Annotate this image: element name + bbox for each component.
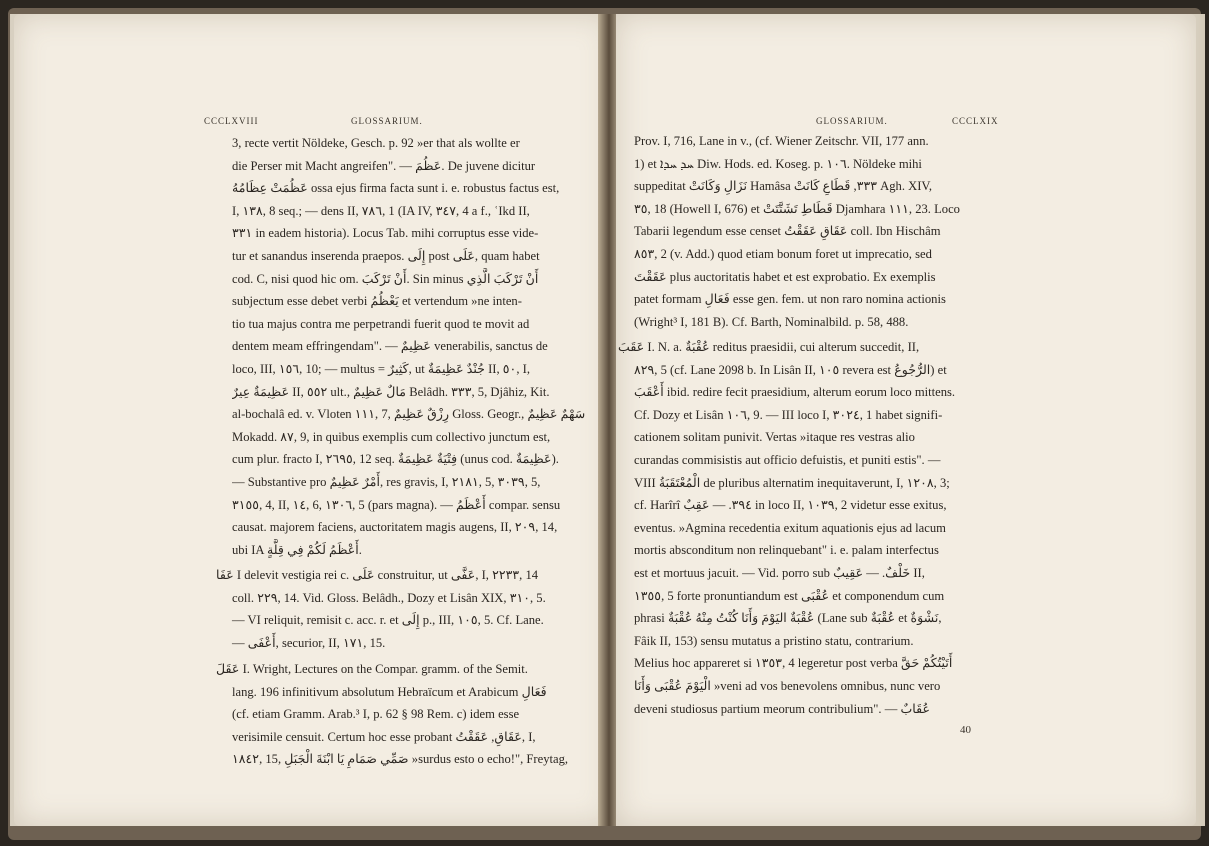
text-line: deveni studiosus partium meorum contribulium". — عُقَابٌ [634,701,931,716]
text-line: عَقَلَ I. Wright, Lectures on the Compar. gramm. of the Semit. [216,662,528,676]
right-running-head: GLOSSARIUM. [816,116,888,126]
text-line: الْيَوْمَ عُقْبَى وَأَنَا »veni ad vos benevolens omnibus, nunc vero [634,678,941,693]
text-line: suppeditat نَزَالِ وَكَانَتْ Hamâsa ٣٣٣, قَطَاعِ كَانَتْ Agh. XIV, [634,179,933,194]
text-line: cf. Harîrî ٣٩٤. — عَقِبٌ in loco II, ١٠٣٩, 2 videtur esse exitus, [634,498,947,513]
text-line: lang. 196 infinitivum absolutum Hebraïcum et Arabicum فَعَالِ [232,684,547,699]
left-text-block-3 [216,658,592,771]
text-line: coll. ٢٢٩, 14. Vid. Gloss. Belâdh., Dozy et Lisân XIX, ٣١٠, 5. [232,590,546,605]
text-line: (cf. etiam Gramm. Arab.³ I, p. 62 § 98 Rem. c) idem esse [232,707,520,722]
right-text-block-2 [618,336,1006,720]
text-line: Mokadd. ٨٧, 9, in quibus exemplis cum collectivo junctum est, [232,429,551,444]
text-line: ٣٥, 18 (Howell I, 676) et قَطَاطِ تَشَتَّتَتْ Djamhara ١١١, 23. Loco [634,201,960,216]
text-line: ٨٢٩, 5 (cf. Lane 2098 b. In Lisân II, ١٠٥ revera est الرُّجُوعُ) et [634,362,947,377]
text-line: est et mortuus jacuit. — Vid. porro sub خَلْفٌ. — عَقِيبٌ II, [634,565,925,580]
text-line: VIII الْمُعْتَقَبَةُ de pluribus alternatim inequitaverunt, I, ١٢٠٨, 3; [634,475,950,490]
text-line: عَقَقْتَ plus auctoritatis habet et est exprobatio. Ex exemplis [634,269,936,284]
right-page-number: CCCLXIX [952,116,999,126]
text-line: 3, recte vertit Nöldeke, Gesch. p. 92 »er that als wollte er [232,136,520,150]
text-line: patet formam فَعَالِ esse gen. fem. ut non raro nomina actionis [634,292,946,307]
text-line: ٨٥٣, 2 (v. Add.) quod etiam bonum foret ut imprecatio, sed [634,246,932,261]
text-line: curandas commisistis aut officio defuistis, et puniti estis". — [634,452,941,467]
text-line: عَظِيمَةٌ عِيرٌ II, ٥٥٢ ult., مَالٌ عَظِيمٌ Belâdh. ٣٣٣, 5, Djâhiz, Kit. [232,384,550,399]
text-line: die Perser mit Macht angreifen". — عَظُمَ. De juvene dicitur [232,158,536,173]
left-text-block-2 [216,564,592,654]
text-line: cod. C, nisi quod hic om. أَنْ تَرْكَبَ. Sin minus أَنْ تَرْكَبَ الَّذِي [232,271,539,286]
text-line: 1) et ܚܕ ܚܕܐ Diw. Hods. ed. Koseg. p. ١٠٦. Nöldeke mihi [634,156,922,171]
text-line: phrasi عُقْبَةٌ اليَوْمَ وَأَنَا كُنْتُ مِنْهُ عُقْبَةٌ (Lane sub عُقْبَةٌ et نَشْوَةٌ, [634,611,942,626]
text-line: loco, III, ١٥٦, 10; — multus = كَثِيرٌ, ut جُنْدٌ عَظِيمَةٌ II, ٥٠, I, [232,361,530,376]
right-text-block-1 [634,130,1006,333]
text-line: — VI reliquit, remisit c. acc. r. et إِلَى p., III, ١٠٥, 5. Cf. Lane. [232,613,544,628]
text-line: Cf. Dozy et Lisân ١٠٦, 9. — III loco I, ٣٠٢٤, 1 habet signifi- [634,407,943,422]
text-line: subjectum esse debet verbi يَعْظُمُ et vertendum »ne inten- [232,294,522,309]
text-line: عَفَا I delevit vestigia rei c. عَلَى construitur, ut عَفَّى, I, ٢٢٣٣, 14 [216,568,539,582]
left-page [14,14,612,826]
text-line: mortis absconditum non relinquebant" i. e. palam interfectus [634,543,939,558]
text-line: — Substantive pro أَمْرٌ عَظِيمٌ, res gravis, I, ٢١٨١, 5, ٣٠٣٩, 5, [232,474,541,489]
text-line: eventus. »Agmina recedentia exitum aquationis ejus ad lacum [634,520,946,535]
text-line: أَعْقَبَ ibid. redire fecit praesidium, alterum eorum loco mittens. [634,385,956,400]
text-line: verisimile censuit. Certum hoc esse probant عَقَاقِ, عَقَقْتُ, I, [232,729,536,744]
left-running-head: GLOSSARIUM. [351,116,423,126]
text-line: tur et sanandus inserenda praepos. إِلَى post عَلَى, quam habet [232,248,540,263]
left-text-block-1 [232,132,592,561]
text-line: dentem meam effringendam". — عَظِيمٌ venerabilis, sanctus de [232,339,548,354]
text-line: Fâik II, 153) sensu mutatus a pristino statu, contrarium. [634,633,914,648]
signature-mark: 40 [960,724,971,736]
text-line: cum plur. fracto I, ٢٦٩٥, 12 seq. فِتْيَةٌ عَظِيمَةٌ (unus cod. عَظِيمَةٌ). [232,452,559,467]
text-line: ٣١٥٥, 4, II, ١٤, 6, ١٣٠٦, 5 (pars magna). — أَعْظَمُ compar. sensu [232,497,561,512]
right-page [616,14,1196,826]
text-line: Melius hoc appareret si ١٣٥٣, 4 legeretur post verba أَتَيْتُكُمْ حَقَّ [634,656,953,671]
text-line: عَظُمَتْ عِظَامُهُ ossa ejus firma facta sunt i. e. robustus factus est, [232,181,560,196]
text-line: al-bochalâ ed. v. Vloten ١١١, 7, رِزْقٌ عَظِيمٌ Gloss. Geogr., سَهْمٌ عَظِيمٌ [232,407,586,422]
text-line: causat. majorem faciens, auctoritatem magis augens, II, ٢٠٩, 14, [232,520,558,535]
text-line: عَقَبَ I. N. a. عُقْبَةٌ reditus praesidii, cui alterum succedit, II, [618,340,920,354]
text-line: I, ١٣٨, 8 seq.; — dens II, ٧٨٦, 1 (IA IV, ٣٤٧, 4 a f., ʿIkd II, [232,203,530,218]
text-line: ١٨٤٢, 15, صَمِّي صَمَامِ يَا ابْنَةَ الْجَبَلِ »surdus esto o echo!", Freytag, [232,752,569,767]
text-line: Tabarii legendum esse censet عَقَاقِ عَقَقْتُ coll. Ibn Hischâm [634,224,941,239]
text-line: — أَعْفَى, securior, II, ١٧١, 15. [232,635,386,650]
left-page-number: CCCLXVIII [204,116,259,126]
text-line: Prov. I, 716, Lane in v., (cf. Wiener Zeitschr. VII, 177 ann. [634,134,929,148]
text-line: ١٣٥٥, 5 forte pronuntiandum est عُقْبَى et componendum cum [634,588,945,603]
text-line: ubi IA أَعْظَمُ لَكُمْ فِي قِلَّةٍ. [232,542,362,557]
text-line: ٣٣١ in eadem historia). Locus Tab. mihi corruptus esse vide- [232,226,539,241]
text-line: (Wright³ I, 181 B). Cf. Barth, Nominalbild. p. 58, 488. [634,314,909,329]
text-line: cationem solitam punivit. Vertas »itaque res vestras alio [634,430,915,445]
text-line: tio tua majus contra me perpetrandi fuerit quod te movit ad [232,316,530,331]
